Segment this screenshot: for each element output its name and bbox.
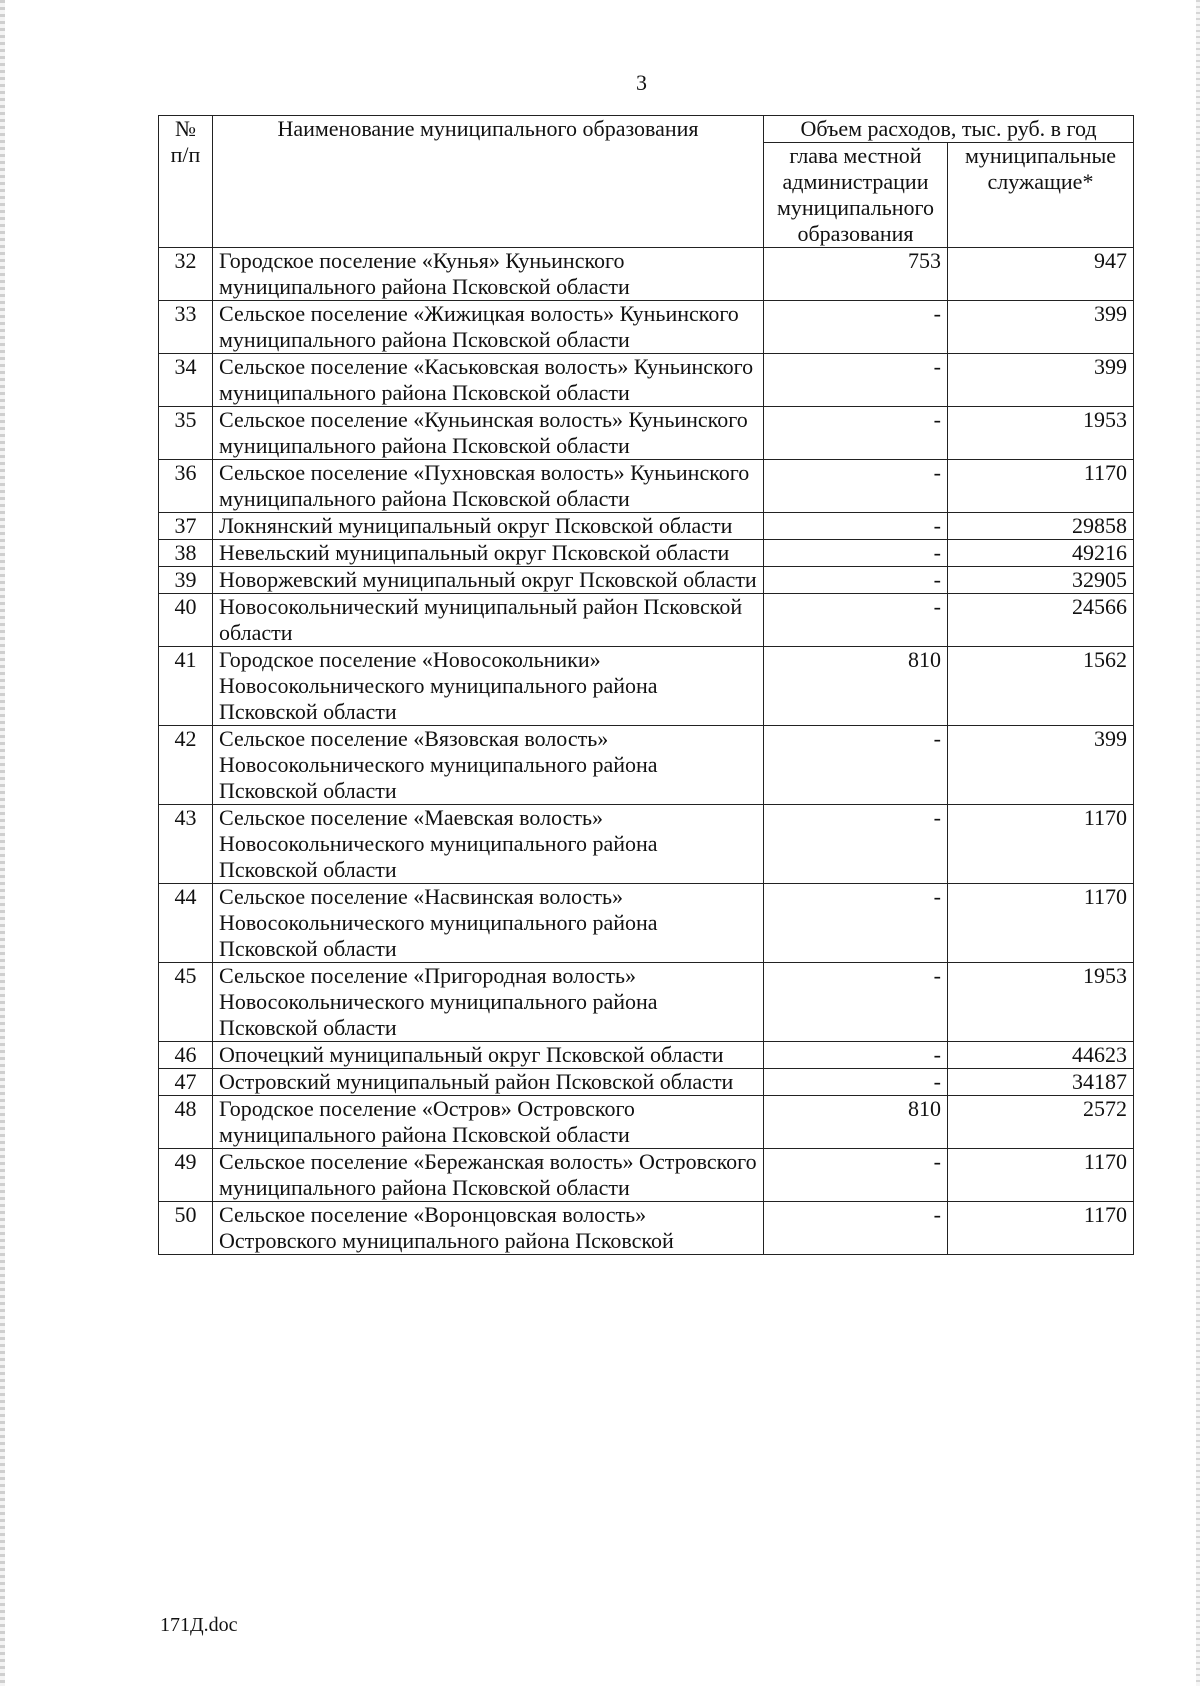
table-row xyxy=(159,647,1134,726)
row-head-expense: - xyxy=(764,354,948,407)
table-body xyxy=(159,248,1134,1255)
expenses-table xyxy=(158,115,1134,1255)
row-employees-expense: 34187 xyxy=(948,1069,1134,1096)
row-municipality-name: Новоржевский муниципальный округ Псковской области xyxy=(213,567,764,594)
row-municipality-name: Сельское поселение «Насвинская волость» Новосокольнического муниципального района Псковской области xyxy=(213,884,764,963)
row-municipality-name: Сельское поселение «Пригородная волость» Новосокольнического муниципального района Псковской области xyxy=(213,963,764,1042)
table-row xyxy=(159,805,1134,884)
row-employees-expense: 1953 xyxy=(948,407,1134,460)
row-head-expense: - xyxy=(764,963,948,1042)
row-employees-expense: 1953 xyxy=(948,963,1134,1042)
row-number: 50 xyxy=(159,1202,213,1255)
footer-filename: 171Д.doc xyxy=(160,1614,238,1636)
row-number: 32 xyxy=(159,248,213,301)
row-head-expense: - xyxy=(764,460,948,513)
row-municipality-name: Сельское поселение «Бережанская волость» Островского муниципального района Псковской области xyxy=(213,1149,764,1202)
row-employees-expense: 1170 xyxy=(948,460,1134,513)
row-municipality-name: Сельское поселение «Куньинская волость» Куньинского муниципального района Псковской области xyxy=(213,407,764,460)
row-head-expense: - xyxy=(764,1042,948,1069)
row-number: 43 xyxy=(159,805,213,884)
row-municipality-name: Новосокольнический муниципальный район Псковской области xyxy=(213,594,764,647)
row-employees-expense: 24566 xyxy=(948,594,1134,647)
row-head-expense: - xyxy=(764,594,948,647)
row-employees-expense: 399 xyxy=(948,726,1134,805)
row-head-expense: - xyxy=(764,407,948,460)
row-number: 47 xyxy=(159,1069,213,1096)
row-head-expense: - xyxy=(764,540,948,567)
header-municipality-name: Наименование муниципального образования xyxy=(213,116,764,248)
header-head-of-administration: глава местной администрации муниципального образования xyxy=(764,143,948,248)
row-number: 46 xyxy=(159,1042,213,1069)
row-number: 42 xyxy=(159,726,213,805)
row-municipality-name: Локнянский муниципальный округ Псковской области xyxy=(213,513,764,540)
row-number: 44 xyxy=(159,884,213,963)
table-row xyxy=(159,963,1134,1042)
row-municipality-name: Сельское поселение «Вязовская волость» Новосокольнического муниципального района Псковской области xyxy=(213,726,764,805)
row-number: 33 xyxy=(159,301,213,354)
row-head-expense: - xyxy=(764,513,948,540)
row-head-expense: 810 xyxy=(764,1096,948,1149)
row-municipality-name: Невельский муниципальный округ Псковской области xyxy=(213,540,764,567)
table-row xyxy=(159,594,1134,647)
scan-edge-left xyxy=(0,0,5,1686)
row-head-expense: 753 xyxy=(764,248,948,301)
table-row xyxy=(159,1069,1134,1096)
table-row xyxy=(159,407,1134,460)
row-municipality-name: Городское поселение «Кунья» Куньинского муниципального района Псковской области xyxy=(213,248,764,301)
row-employees-expense: 1170 xyxy=(948,805,1134,884)
row-employees-expense: 1170 xyxy=(948,1202,1134,1255)
table-row xyxy=(159,540,1134,567)
row-head-expense: - xyxy=(764,301,948,354)
row-number: 34 xyxy=(159,354,213,407)
table-row xyxy=(159,567,1134,594)
page-number: 3 xyxy=(636,70,647,95)
row-municipality-name: Сельское поселение «Каськовская волость» Куньинского муниципального района Псковской области xyxy=(213,354,764,407)
row-head-expense: - xyxy=(764,805,948,884)
table-row xyxy=(159,1202,1134,1255)
table-row xyxy=(159,460,1134,513)
row-municipality-name: Городское поселение «Новосокольники» Новосокольнического муниципального района Псковской области xyxy=(213,647,764,726)
row-head-expense: - xyxy=(764,1149,948,1202)
row-municipality-name: Сельское поселение «Жижицкая волость» Куньинского муниципального района Псковской области xyxy=(213,301,764,354)
row-employees-expense: 947 xyxy=(948,248,1134,301)
row-employees-expense: 1170 xyxy=(948,884,1134,963)
table-row xyxy=(159,726,1134,805)
row-municipality-name: Островский муниципальный район Псковской области xyxy=(213,1069,764,1096)
table-row xyxy=(159,354,1134,407)
row-employees-expense: 1562 xyxy=(948,647,1134,726)
row-head-expense: - xyxy=(764,726,948,805)
row-municipality-name: Городское поселение «Остров» Островского муниципального района Псковской области xyxy=(213,1096,764,1149)
row-number: 38 xyxy=(159,540,213,567)
row-number: 36 xyxy=(159,460,213,513)
row-employees-expense: 29858 xyxy=(948,513,1134,540)
row-number: 39 xyxy=(159,567,213,594)
header-number: № п/п xyxy=(159,116,213,248)
header-municipal-employees: муниципальные служащие* xyxy=(948,143,1134,248)
table-row xyxy=(159,884,1134,963)
table-row xyxy=(159,301,1134,354)
table-header xyxy=(159,116,1134,248)
row-number: 49 xyxy=(159,1149,213,1202)
row-municipality-name: Сельское поселение «Маевская волость» Новосокольнического муниципального района Псковской области xyxy=(213,805,764,884)
row-number: 41 xyxy=(159,647,213,726)
table-row xyxy=(159,513,1134,540)
table-row xyxy=(159,248,1134,301)
table-row xyxy=(159,1096,1134,1149)
row-employees-expense: 2572 xyxy=(948,1096,1134,1149)
row-employees-expense: 399 xyxy=(948,301,1134,354)
row-employees-expense: 32905 xyxy=(948,567,1134,594)
row-head-expense: - xyxy=(764,567,948,594)
row-number: 48 xyxy=(159,1096,213,1149)
row-employees-expense: 44623 xyxy=(948,1042,1134,1069)
row-municipality-name: Сельское поселение «Воронцовская волость» Островского муниципального района Псковской xyxy=(213,1202,764,1255)
row-number: 45 xyxy=(159,963,213,1042)
row-employees-expense: 49216 xyxy=(948,540,1134,567)
row-number: 40 xyxy=(159,594,213,647)
row-municipality-name: Сельское поселение «Пухновская волость» Куньинского муниципального района Псковской области xyxy=(213,460,764,513)
row-head-expense: - xyxy=(764,1069,948,1096)
row-head-expense: 810 xyxy=(764,647,948,726)
row-employees-expense: 1170 xyxy=(948,1149,1134,1202)
table-row xyxy=(159,1042,1134,1069)
scan-edge-right xyxy=(1196,0,1200,1686)
row-employees-expense: 399 xyxy=(948,354,1134,407)
row-number: 35 xyxy=(159,407,213,460)
table-row xyxy=(159,1149,1134,1202)
row-municipality-name: Опочецкий муниципальный округ Псковской области xyxy=(213,1042,764,1069)
row-head-expense: - xyxy=(764,884,948,963)
row-number: 37 xyxy=(159,513,213,540)
row-head-expense: - xyxy=(764,1202,948,1255)
header-expenses-group: Объем расходов, тыс. руб. в год xyxy=(764,116,1134,143)
